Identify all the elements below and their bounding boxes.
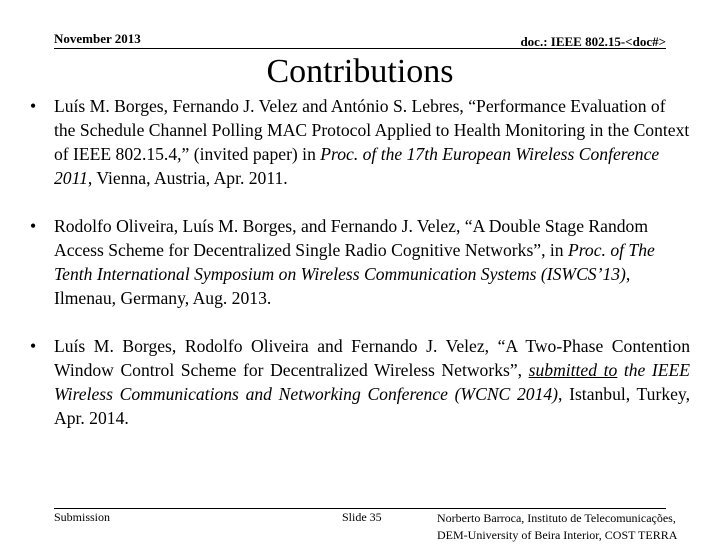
reference-venue: the IEEE Wireless Communications and Networking Conference (WCNC 2014) [54,360,691,404]
footer-author-line2: DEM-University of Beira Interior, COST TERRA [437,528,678,542]
reference-tail: , Vienna, Austria, Apr. 2011. [87,168,288,188]
contributions-list [30,94,690,430]
footer-author-line1: Norberto Barroca, Instituto de Telecomunicações, [437,511,676,525]
reference-venue: Proc. of The Tenth International Symposium on Wireless Communication Systems (ISWCS’13) [54,240,655,284]
header-rule [54,48,666,49]
header-date: November 2013 [54,31,141,46]
reference-authors: Rodolfo Oliveira, Luís M. Borges, and Fernando J. Velez, “A Double Stage Random Access Scheme for Decentralized Single Radio Cognitive Networks”, in [54,216,649,260]
bullet-icon: • [30,96,37,116]
footer-slide-number: Slide 35 [342,510,382,524]
bullet-icon: • [30,216,37,236]
bullet-icon: • [30,336,37,356]
slide-title: Contributions [266,53,454,90]
footer-submission: Submission [54,510,111,524]
footer-author [437,510,677,544]
reference-venue: Proc. of the 17th European Wireless Conference 2011 [54,144,660,188]
reference-tail: , Ilmenau, Germany, Aug. 2013. [54,264,631,308]
header-doc-id: doc.: IEEE 802.15-<doc#> [520,34,666,49]
reference-status: submitted to [528,360,618,380]
reference-authors: Luís M. Borges, Fernando J. Velez and António S. Lebres, “Performance Evaluation of the Schedule Channel Polling MAC Protocol Applied to Health Monitoring in the Context of IEEE 802.15.4,” (invited paper) in [54,96,690,164]
reference-tail: , Istanbul, Turkey, Apr. 2014. [54,384,690,428]
list-item [30,214,690,310]
list-item [30,334,690,430]
list-item [30,94,690,190]
reference-authors: Luís M. Borges, Rodolfo Oliveira and Fernando J. Velez, “A Two-Phase Contention Window Control Scheme for Decentralized Wireless Networks”, [54,336,690,380]
footer-rule [54,508,666,509]
